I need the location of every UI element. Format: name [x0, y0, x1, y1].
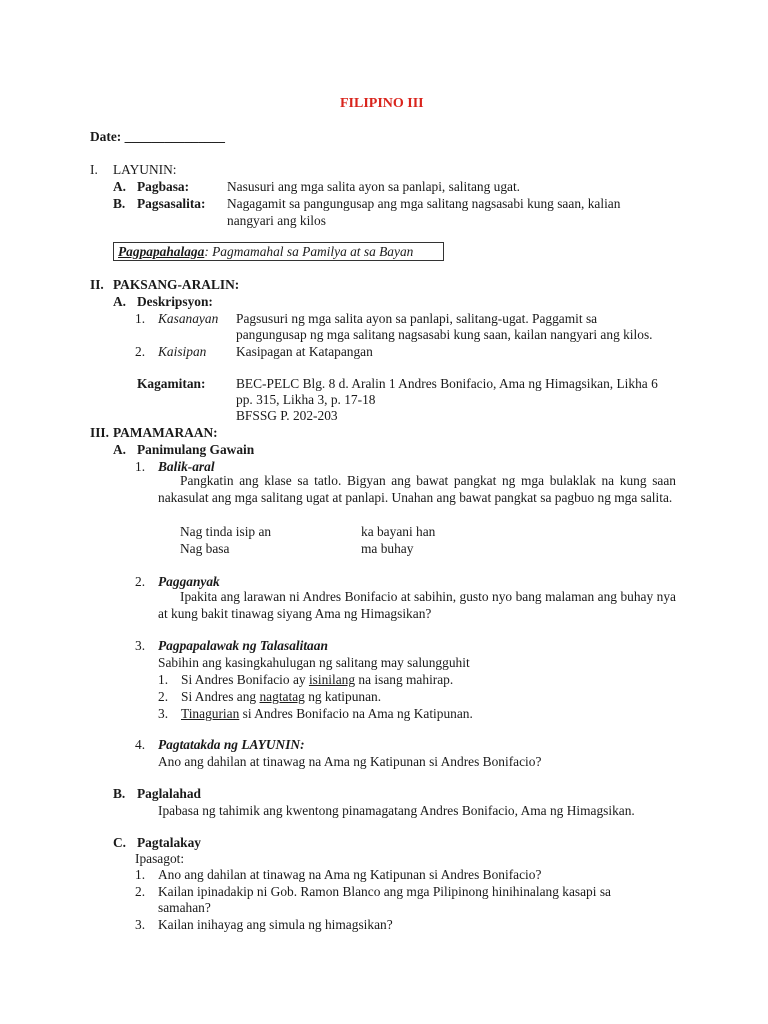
- part-c-title: Pagtalakay: [137, 835, 201, 850]
- step-1-title: Balik-aral: [158, 459, 215, 474]
- part-b-text: Ipabasa ng tahimik ang kwentong pinamagatang Andres Bonifacio, Ama ng Himagsikan.: [158, 803, 635, 818]
- step-1-number: 1.: [135, 459, 146, 474]
- section-3-title: PAMAMARAAN:: [113, 425, 218, 440]
- concept-label: Kaisipan: [158, 344, 207, 359]
- vocab-3-sentence: [181, 705, 473, 722]
- part-b-title: Paglalahad: [137, 786, 201, 801]
- vocab-1-pre: Si Andres Bonifacio ay: [181, 672, 309, 687]
- part-b-letter: B.: [113, 786, 126, 801]
- section-1-number: I.: [90, 162, 98, 177]
- vocab-2-underlined: nagtatag: [259, 689, 305, 704]
- step-1-paragraph: Pangkatin ang klase sa tatlo. Bigyan ang bawat pangkat ng mga bulaklak na kung saan nakasulat ang mga salitang ugat at panlapi. Unahan ang bawat pangkat sa pagbuo ng mga salita.: [158, 473, 676, 505]
- part-a-letter: A.: [113, 442, 127, 457]
- date-field: Date: _______________: [90, 129, 226, 144]
- concept-text: Kasipagan at Katapangan: [236, 344, 373, 359]
- question-2-number: 2.: [135, 884, 146, 899]
- step-2-number: 2.: [135, 574, 146, 589]
- skill-text-line2: pangungusap ng mga salitang nagsasabi kung saan, kailan nangyari ang kilos.: [236, 327, 653, 342]
- objective-a-text: Nasusuri ang mga salita ayon sa panlapi, salitang ugat.: [227, 179, 521, 194]
- part-a-title: Panimulang Gawain: [137, 442, 255, 457]
- step-2-paragraph: Ipakita ang larawan ni Andres Bonifacio at sabihin, gusto nyo bang malaman ang buhay nya at kung bakit tinawag siyang Ama ng Himagsikan?: [158, 589, 676, 621]
- vocab-2-number: 2.: [158, 689, 169, 704]
- vocab-2-sentence: [181, 688, 381, 705]
- vocab-2-post: ng katipunan.: [304, 689, 382, 704]
- step-3-number: 3.: [135, 638, 146, 653]
- objective-a-label: Pagbasa:: [137, 179, 190, 194]
- vocab-2-pre: Si Andres ang: [181, 689, 260, 704]
- values-label: Pagpapahalaga: [118, 244, 205, 259]
- objective-a-letter: A.: [113, 179, 127, 194]
- values-box: [113, 242, 444, 261]
- vocab-1-post: na isang mahirap.: [355, 672, 454, 687]
- step-4-number: 4.: [135, 737, 146, 752]
- word-row-1-right: ka bayani han: [361, 524, 436, 539]
- part-c-letter: C.: [113, 835, 127, 850]
- question-3-number: 3.: [135, 917, 146, 932]
- vocab-1-underlined: isinilang: [308, 672, 356, 687]
- section-3-number: III.: [90, 425, 109, 440]
- vocab-1-sentence: [181, 671, 453, 688]
- section-2-title: PAKSANG-ARALIN:: [113, 277, 240, 292]
- materials-label: Kagamitan:: [137, 376, 206, 391]
- step-4-title: Pagtatakda ng LAYUNIN:: [158, 737, 305, 752]
- objective-b-label: Pagsasalita:: [137, 196, 206, 211]
- question-2-text-line1: Kailan ipinadakip ni Gob. Ramon Blanco ang mga Pilipinong hinihinalang kasapi sa: [158, 884, 611, 899]
- description-title: Deskripsyon:: [137, 294, 213, 309]
- vocab-3-underlined: Tinagurian: [181, 706, 240, 721]
- question-1-text: Ano ang dahilan at tinawag na Ama ng Katipunan si Andres Bonifacio?: [158, 867, 542, 882]
- section-2-number: II.: [90, 277, 104, 292]
- question-3-text: Kailan inihayag ang simula ng himagsikan?: [158, 917, 393, 932]
- word-row-1-left: Nag tinda isip an: [180, 524, 272, 539]
- concept-number: 2.: [135, 344, 146, 359]
- part-c-intro: Ipasagot:: [135, 851, 185, 866]
- skill-label: Kasanayan: [158, 311, 219, 326]
- question-2-text-line2: samahan?: [158, 900, 211, 915]
- objective-b-text-line2: nangyari ang kilos: [227, 213, 326, 228]
- skill-number: 1.: [135, 311, 146, 326]
- word-row-2-left: Nag basa: [180, 541, 230, 556]
- step-2-title: Pagganyak: [158, 574, 220, 589]
- objective-b-letter: B.: [113, 196, 126, 211]
- skill-text-line1: Pagsusuri ng mga salita ayon sa panlapi, salitang-ugat. Paggamit sa: [236, 311, 598, 326]
- vocab-3-post: si Andres Bonifacio na Ama ng Katipunan.: [239, 706, 473, 721]
- description-letter: A.: [113, 294, 127, 309]
- step-3-title: Pagpapalawak ng Talasalitaan: [158, 638, 328, 653]
- values-text: : Pagmamahal sa Pamilya at sa Bayan: [204, 244, 414, 259]
- page-title: FILIPINO III: [340, 96, 424, 111]
- objective-b-text-line1: Nagagamit sa pangungusap ang mga salitang nagsasabi kung saan, kalian: [227, 196, 621, 211]
- vocab-1-number: 1.: [158, 672, 169, 687]
- question-1-number: 1.: [135, 867, 146, 882]
- step-4-text: Ano ang dahilan at tinawag na Ama ng Katipunan si Andres Bonifacio?: [158, 754, 542, 769]
- section-1-title: LAYUNIN:: [113, 162, 177, 177]
- step-3-intro: Sabihin ang kasingkahulugan ng salitang may salungguhit: [158, 655, 470, 670]
- materials-line-1: BEC-PELC Blg. 8 d. Aralin 1 Andres Bonifacio, Ama ng Himagsikan, Likha 6: [236, 376, 658, 391]
- materials-line-2: pp. 315, Likha 3, p. 17-18: [236, 392, 376, 407]
- word-row-2-right: ma buhay: [361, 541, 414, 556]
- materials-line-3: BFSSG P. 202-203: [236, 408, 338, 423]
- vocab-3-number: 3.: [158, 706, 169, 721]
